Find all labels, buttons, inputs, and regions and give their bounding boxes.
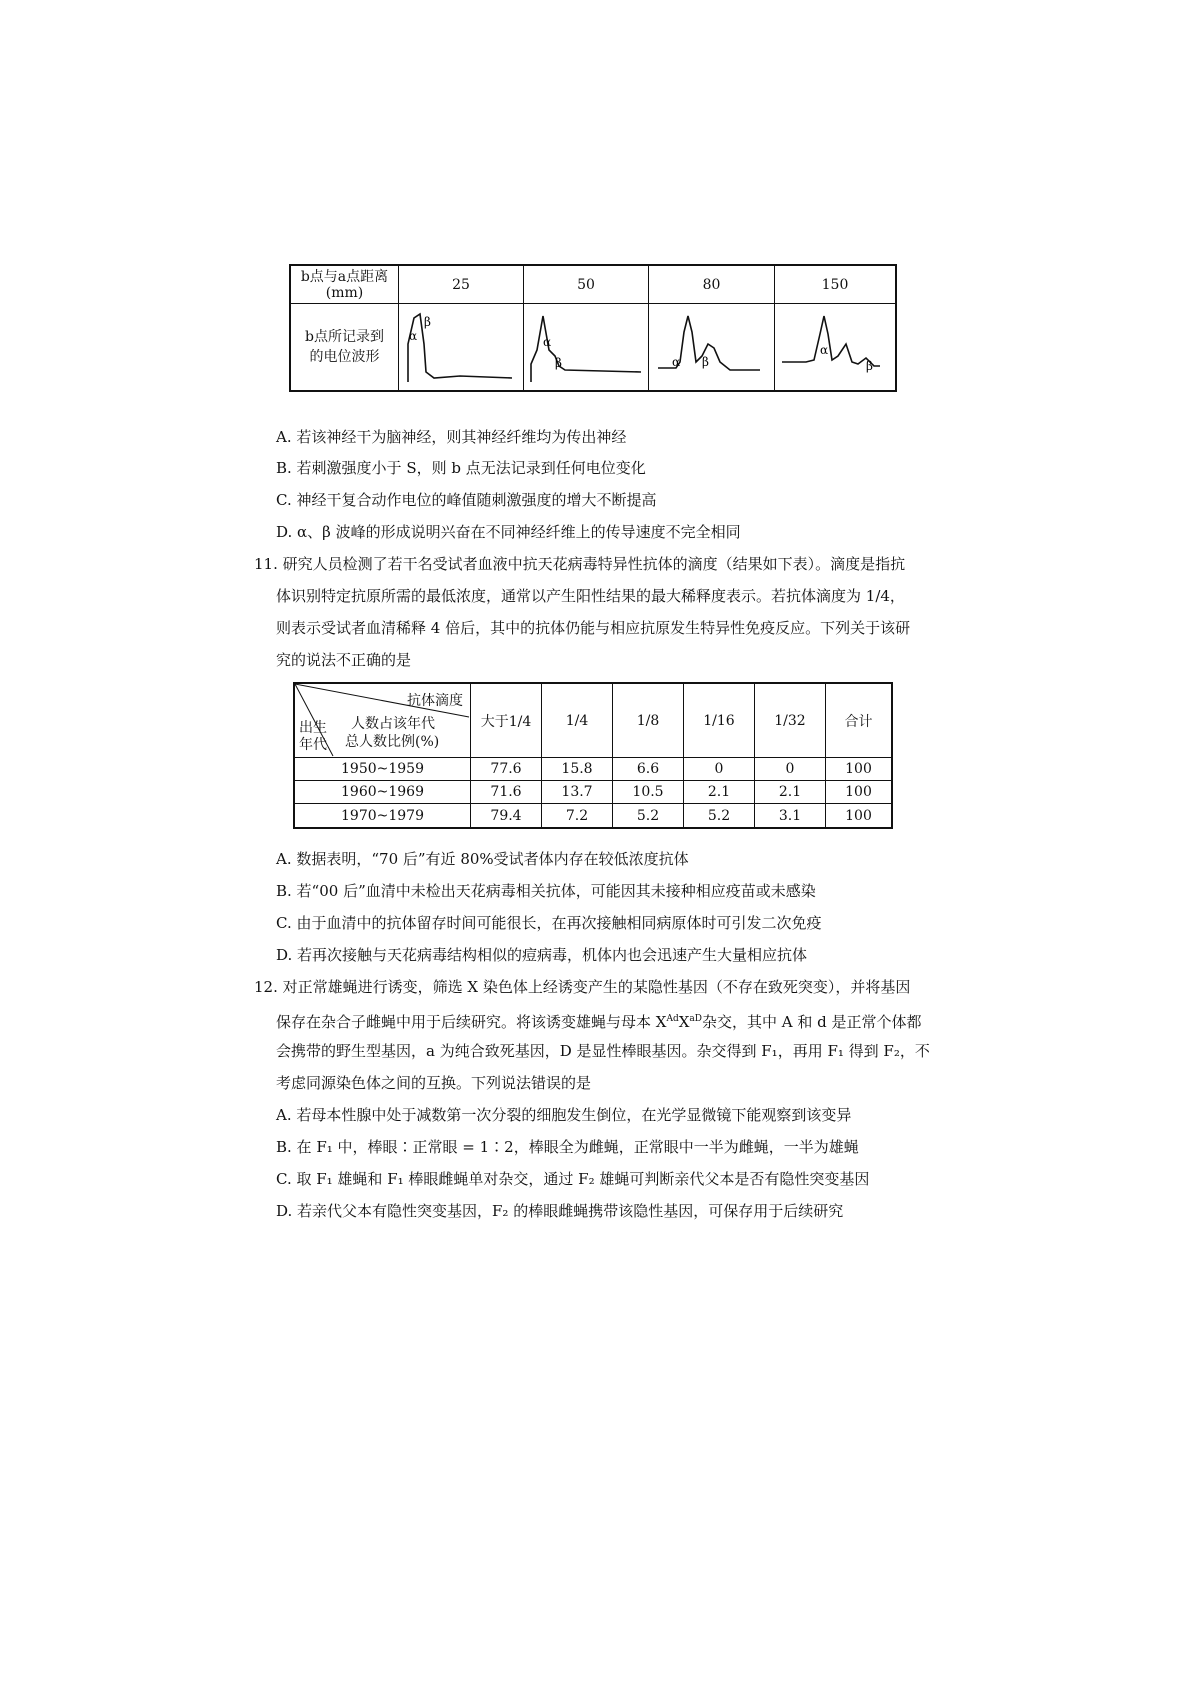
table-cell: 0 (684, 758, 755, 781)
svg-text:α: α (820, 343, 829, 357)
q12-option-c: C. 取 F₁ 雄蝇和 F₁ 棒眼雌蝇单对杂交，通过 F₂ 雄蝇可判断亲代父本是否有隐性突变基因 (276, 1170, 870, 1188)
table-cell: 77.6 (471, 758, 542, 781)
distance-header-line2: (mm) (325, 284, 364, 301)
q11-stem-line4: 究的说法不正确的是 (276, 651, 412, 669)
table-cell: 5.2 (684, 804, 755, 827)
table-cell: 100 (845, 807, 872, 824)
waveform-50-graphic (525, 304, 648, 388)
distance-cell-80: 80 (649, 266, 775, 304)
waveform-header-cell (291, 304, 399, 390)
row-era-1970: 1970~1979 (295, 804, 471, 827)
table-cell: 2.1 (684, 781, 755, 804)
q12-line2-post: 杂交，其中 A 和 d 是正常个体都 (702, 1013, 922, 1031)
nerve-waveform-table (289, 264, 897, 392)
row-era-1960: 1960~1969 (295, 781, 471, 804)
q10-option-c: C. 神经干复合动作电位的峰值随刺激强度的增大不断提高 (276, 491, 657, 509)
distance-cell-50: 50 (524, 266, 649, 304)
waveform-150-graphic (776, 304, 894, 388)
q11-option-a: A. 数据表明，“70 后”有近 80%受试者体内存在较低浓度抗体 (276, 850, 689, 868)
waveform-cell-80 (649, 304, 775, 390)
q12-stem-line3: 会携带的野生型基因，a 为纯合致死基因，D 是显性棒眼基因。杂交得到 F₁，再用 F₁ 得到 F₂，不 (276, 1042, 930, 1060)
q12-line2-pre: 保存在杂合子雌蝇中用于后续研究。将该诱变雄蝇与母本 X (276, 1013, 667, 1031)
allele-sup-ad2: aD (689, 1014, 702, 1024)
svg-text:β: β (554, 356, 562, 370)
waveform-cell-150 (775, 304, 895, 390)
table-cell: 5.2 (613, 804, 684, 827)
col-header-1-16: 1/16 (684, 684, 755, 758)
distance-cell-25: 25 (399, 266, 524, 304)
table-cell: 2.1 (755, 781, 826, 804)
q11-stem-line3: 则表示受试者血清稀释 4 倍后，其中的抗体仍能与相应抗原发生特异性免疫反应。下列关于该研 (276, 619, 911, 637)
svg-text:β: β (701, 355, 709, 369)
corner-left-label-line2: 年代 (299, 737, 327, 753)
q10-option-b: B. 若刺激强度小于 S，则 b 点无法记录到任何电位变化 (276, 459, 646, 477)
row-era-1950: 1950~1959 (295, 758, 471, 781)
waveform-cell-50 (524, 304, 649, 390)
distance-header-cell (291, 266, 399, 304)
q10-option-d: D. α、β 波峰的形成说明兴奋在不同神经纤维上的传导速度不完全相同 (276, 523, 741, 541)
distance-header-line1: b点与a点距离 (300, 268, 389, 285)
alpha-label: α (408, 329, 417, 343)
q11-stem-line2: 体识别特定抗原所需的最低浓度，通常以产生阳性结果的最大稀释度表示。若抗体滴度为 1/4， (276, 587, 905, 605)
col-header-1-32: 1/32 (755, 684, 826, 758)
col-header-1-4: 1/4 (542, 684, 613, 758)
allele-sup-ad: Ad (666, 1014, 679, 1024)
waveform-25-graphic (400, 304, 523, 388)
q12-option-b: B. 在 F₁ 中，棒眼∶正常眼 = 1∶2，棒眼全为雌蝇，正常眼中一半为雌蝇，一半为雄蝇 (276, 1138, 859, 1156)
table-cell: 15.8 (542, 758, 613, 781)
q11-option-b: B. 若“00 后”血清中未检出天花病毒相关抗体，可能因其未接种相应疫苗或未感染 (276, 882, 816, 900)
q11-stem-line1: 11. 研究人员检测了若干名受试者血液中抗天花病毒特异性抗体的滴度（结果如下表）。滴度是指抗 (254, 555, 906, 573)
table-cell: 71.6 (471, 781, 542, 804)
q12-option-d: D. 若亲代父本有隐性突变基因，F₂ 的棒眼雌蝇携带该隐性基因，可保存用于后续研究 (276, 1202, 844, 1220)
corner-left-label-line1: 出生 (299, 720, 327, 736)
table-cell: 0 (755, 758, 826, 781)
distance-cell-150: 150 (775, 266, 895, 304)
table-cell: 100 (826, 781, 891, 804)
waveform-cell-25 (399, 304, 524, 390)
q12-option-a: A. 若母本性腺中处于减数第一次分裂的细胞发生倒位，在光学显微镜下能观察到该变异 (276, 1106, 852, 1124)
waveform-header-line1: b点所记录到 (305, 329, 384, 345)
svg-text:α: α (542, 335, 551, 349)
table-cell: 7.2 (542, 804, 613, 827)
table-corner-cell (295, 684, 471, 758)
table-cell: 100 (826, 758, 891, 781)
q11-option-c: C. 由于血清中的抗体留存时间可能很长，在再次接触相同病原体时可引发二次免疫 (276, 914, 822, 932)
table-cell: 79.4 (471, 804, 542, 827)
q11-option-d: D. 若再次接触与天花病毒结构相似的痘病毒，机体内也会迅速产生大量相应抗体 (276, 946, 808, 964)
corner-mid-label-line1: 人数占该年代 (351, 716, 435, 732)
table-cell: 10.5 (613, 781, 684, 804)
table-cell: 3.1 (755, 804, 826, 827)
antibody-titer-table (293, 682, 893, 829)
q12-stem-line2 (276, 1009, 922, 1032)
corner-top-label: 抗体滴度 (407, 693, 463, 709)
col-header-1-8: 1/8 (613, 684, 684, 758)
svg-text:β: β (866, 359, 873, 373)
col-header-total: 合计 (826, 684, 891, 758)
svg-text:α: α (671, 355, 680, 369)
q12-stem-line4: 考虑同源染色体之间的互换。下列说法错误的是 (276, 1074, 592, 1092)
q10-option-a: A. 若该神经干为脑神经，则其神经纤维均为传出神经 (276, 428, 627, 446)
table-cell: 6.6 (613, 758, 684, 781)
corner-mid-label-line2: 总人数比例(%) (345, 734, 440, 750)
col-header-gt-1-4: 大于1/4 (471, 684, 542, 758)
beta-label: β (423, 315, 431, 329)
waveform-80-graphic (650, 304, 774, 388)
waveform-header-line2: 的电位波形 (309, 349, 380, 365)
q12-stem-line1: 12. 对正常雄蝇进行诱变，筛选 X 染色体上经诱变产生的某隐性基因（不存在致死突变），并将基因 (254, 978, 911, 996)
q12-x-chromosome: X (678, 1013, 690, 1031)
table-cell: 13.7 (542, 781, 613, 804)
